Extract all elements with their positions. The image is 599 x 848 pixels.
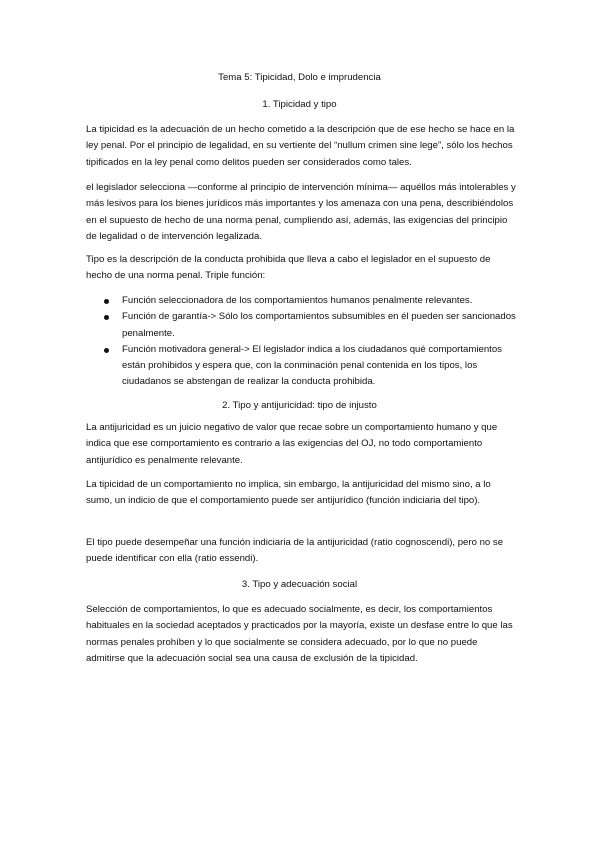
- section-2-paragraph-3: El tipo puede desempeñar una función indiciaria de la antijuricidad (ratio cognoscendi), pero no se puede identificar con ella (ratio essendi).: [86, 537, 504, 565]
- bullet-icon: [104, 348, 109, 353]
- section-1-function-list: [86, 293, 516, 391]
- list-item-text: Función motivadora general-> El legislador indica a los ciudadanos qué comportamientos están prohibidos y espera que, con la conminación penal contenida en los tipos, los ciudadanos se abstengan de realizar la conducta prohibida.: [122, 343, 502, 388]
- section-2-heading: 2. Tipo y antijuricidad: tipo de injusto: [222, 400, 377, 411]
- list-item: [86, 309, 516, 342]
- section-2-paragraph-2: La tipicidad de un comportamiento no implica, sin embargo, la antijuricidad del mismo sino, a lo sumo, un indicio de que el comportamiento puede ser antijurídico (función indiciaria del tipo).: [86, 479, 491, 507]
- list-item: [86, 342, 516, 391]
- section-3-paragraph-1: Selección de comportamientos, lo que es adecuado socialmente, es decir, los comportamientos habituales en la sociedad aceptados y practicados por la mayoría, existe un desfase entre lo que las normas penales prohíben y lo que socialmente se considera adecuado, por lo que no puede admitirse que la adecuación social sea una causa de exclusión de la tipicidad.: [86, 604, 513, 664]
- section-2-paragraph-1: La antijuricidad es un juicio negativo de valor que recae sobre un comportamiento humano y que indica que ese comportamiento es contrario a las exigencias del OJ, no todo comportamiento antijurídico es penalmente relevante.: [86, 422, 498, 466]
- bullet-icon: [104, 299, 109, 304]
- bullet-icon: [104, 315, 109, 320]
- section-1-paragraph-2: el legislador selecciona —conforme al principio de intervención mínima— aquéllos más intolerables y más lesivos para los bienes jurídicos más importantes y los amenaza con una pena, describiéndolos en el supuesto de hecho de una norma penal, cumpliendo así, además, las exigencias del principio de legalidad o de intervención legalizada.: [86, 182, 516, 242]
- list-item-text: Función de garantía-> Sólo los comportamientos subsumibles en él pueden ser sancionados penalmente.: [122, 311, 516, 339]
- section-1-paragraph-1: La tipicidad es la adecuación de un hecho cometido a la descripción que de ese hecho se hace en la ley penal. Por el principio de legalidad, en su vertiente del “nullum crimen sine lege”, sólo los hechos tipificados en la ley penal como delitos pueden ser considerados como tales.: [86, 124, 515, 168]
- section-1-paragraph-3: Tipo es la descripción de la conducta prohibida que lleva a cabo el legislador en el supuesto de hecho de una norma penal. Triple función:: [86, 254, 491, 282]
- list-item: [86, 293, 516, 309]
- list-item-text: Función seleccionadora de los comportamientos humanos penalmente relevantes.: [122, 295, 473, 306]
- section-3-heading: 3. Tipo y adecuación social: [241, 579, 358, 590]
- section-1-heading: 1. Tipicidad y tipo: [262, 99, 337, 110]
- document-title: Tema 5: Tipicidad, Dolo e imprudencia: [218, 72, 381, 83]
